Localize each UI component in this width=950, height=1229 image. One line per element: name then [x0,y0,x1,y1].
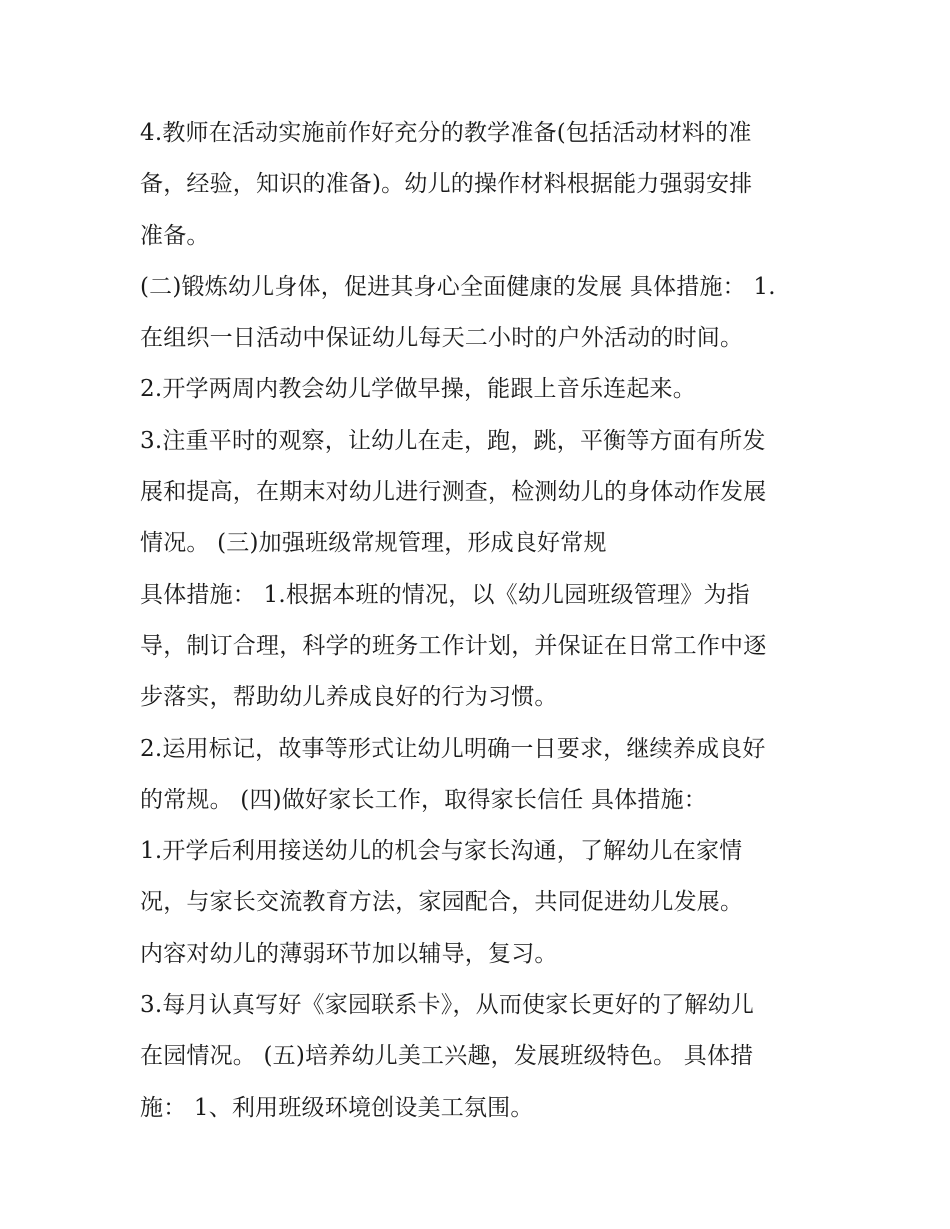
text-line-9: 情况。 (三)加强班级常规管理，形成良好常规 [140,530,607,557]
text-line-11: 导，制订合理，科学的班务工作计划，并保证在日常工作中逐 [140,632,767,659]
text-line-10: 具体措施： 1.根据本班的情况，以《幼儿园班级管理》为指 [140,581,750,608]
text-line-2: 备，经验，知识的准备)。幼儿的操作材料根据能力强弱安排 [140,171,753,198]
text-line-6: 2.开学两周内教会幼儿学做早操，能跟上音乐连起来。 [140,376,696,403]
text-line-15: 1.开学后利用接送幼儿的机会与家长沟通，了解幼儿在家情 [140,838,743,865]
text-line-7: 3.注重平时的观察，让幼儿在走，跑，跳，平衡等方面有所发 [140,427,766,454]
text-line-12: 步落实，帮助幼儿养成良好的行为习惯。 [140,684,558,711]
text-line-18: 3.每月认真写好《家园联系卡》，从而使家长更好的了解幼儿 [140,992,755,1019]
text-line-3: 准备。 [140,222,210,249]
text-line-16: 况，与家长交流教育方法，家园配合，共同促进幼儿发展。 [140,889,744,916]
text-line-20: 施： 1、利用班级环境创设美工氛围。 [140,1094,534,1121]
text-line-17: 内容对幼儿的薄弱环节加以辅导，复习。 [140,940,558,967]
text-line-19: 在园情况。 (五)培养幼儿美工兴趣，发展班级特色。 具体措 [140,1043,754,1070]
text-line-13: 2.运用标记，故事等形式让幼儿明确一日要求，继续养成良好 [140,735,766,762]
text-line-5: 在组织一日活动中保证幼儿每天二小时的户外活动的时间。 [140,325,744,352]
text-line-14: 的常规。 (四)做好家长工作，取得家长信任 具体措施： [140,786,707,813]
text-line-8: 展和提高，在期末对幼儿进行测查，检测幼儿的身体动作发展 [140,479,767,506]
text-line-4: (二)锻炼幼儿身体，促进其身心全面健康的发展 具体措施： 1. [140,273,776,300]
text-line-1: 4.教师在活动实施前作好充分的教学准备(包括活动材料的准 [140,120,752,146]
body-text [140,108,830,1134]
